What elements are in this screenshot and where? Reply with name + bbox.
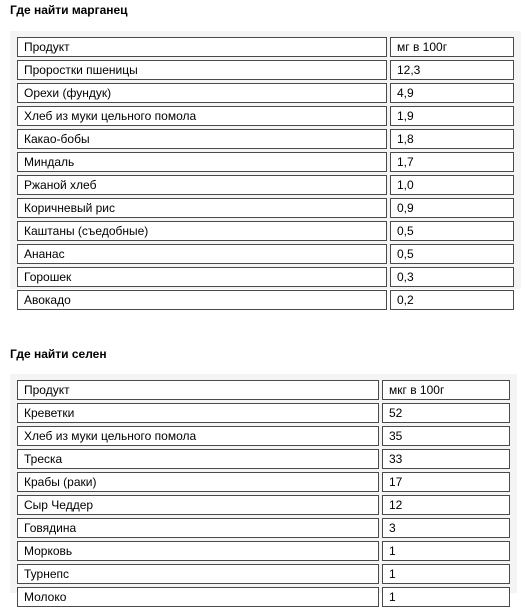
column-header-unit: мг в 100г bbox=[390, 37, 514, 57]
value-cell: 1 bbox=[382, 564, 510, 584]
value-cell: 12 bbox=[382, 495, 510, 515]
value-cell: 0,5 bbox=[390, 221, 514, 241]
value-cell: 1,9 bbox=[390, 106, 514, 126]
table-row bbox=[17, 541, 510, 561]
selenium-table bbox=[14, 377, 513, 610]
manganese-title: Где найти марганец bbox=[10, 3, 128, 17]
table-row bbox=[17, 267, 514, 287]
table-row bbox=[17, 564, 510, 584]
table-row bbox=[17, 175, 514, 195]
column-header-product: Продукт bbox=[17, 37, 387, 57]
value-cell: 0,5 bbox=[390, 244, 514, 264]
product-cell: Ананас bbox=[17, 244, 387, 264]
value-cell: 3 bbox=[382, 518, 510, 538]
product-cell: Хлеб из муки цельного помола bbox=[17, 426, 379, 446]
value-cell: 1,7 bbox=[390, 152, 514, 172]
product-cell: Турнепс bbox=[17, 564, 379, 584]
column-header-product: Продукт bbox=[17, 380, 379, 400]
table-row bbox=[17, 83, 514, 103]
column-header-unit: мкг в 100г bbox=[382, 380, 510, 400]
product-cell: Коричневый рис bbox=[17, 198, 387, 218]
table-row bbox=[17, 244, 514, 264]
product-cell: Какао-бобы bbox=[17, 129, 387, 149]
value-cell: 52 bbox=[382, 403, 510, 423]
product-cell: Креветки bbox=[17, 403, 379, 423]
table-row bbox=[17, 152, 514, 172]
table-row bbox=[17, 221, 514, 241]
value-cell: 1 bbox=[382, 541, 510, 561]
table-row bbox=[17, 518, 510, 538]
product-cell: Треска bbox=[17, 449, 379, 469]
table-row bbox=[17, 495, 510, 515]
value-cell: 0,2 bbox=[390, 290, 514, 310]
value-cell: 0,3 bbox=[390, 267, 514, 287]
table-row bbox=[17, 60, 514, 80]
table-row bbox=[17, 426, 510, 446]
product-cell: Авокадо bbox=[17, 290, 387, 310]
table-header-row bbox=[17, 37, 514, 57]
product-cell: Хлеб из муки цельного помола bbox=[17, 106, 387, 126]
product-cell: Сыр Чеддер bbox=[17, 495, 379, 515]
value-cell: 1,0 bbox=[390, 175, 514, 195]
table-row bbox=[17, 129, 514, 149]
table-row bbox=[17, 198, 514, 218]
value-cell: 1,8 bbox=[390, 129, 514, 149]
value-cell: 33 bbox=[382, 449, 510, 469]
product-cell: Каштаны (съедобные) bbox=[17, 221, 387, 241]
product-cell: Крабы (раки) bbox=[17, 472, 379, 492]
table-row bbox=[17, 403, 510, 423]
product-cell: Проростки пшеницы bbox=[17, 60, 387, 80]
table-row bbox=[17, 290, 514, 310]
product-cell: Миндаль bbox=[17, 152, 387, 172]
value-cell: 12,3 bbox=[390, 60, 514, 80]
table-row bbox=[17, 106, 514, 126]
selenium-title: Где найти селен bbox=[10, 347, 107, 361]
selenium-table-container bbox=[10, 374, 517, 604]
product-cell: Молоко bbox=[17, 587, 379, 607]
product-cell: Морковь bbox=[17, 541, 379, 561]
table-row bbox=[17, 587, 510, 607]
manganese-table bbox=[14, 34, 517, 313]
value-cell: 4,9 bbox=[390, 83, 514, 103]
product-cell: Говядина bbox=[17, 518, 379, 538]
product-cell: Орехи (фундук) bbox=[17, 83, 387, 103]
table-header-row bbox=[17, 380, 510, 400]
table-row bbox=[17, 449, 510, 469]
value-cell: 1 bbox=[382, 587, 510, 607]
manganese-table-container bbox=[10, 31, 521, 307]
product-cell: Горошек bbox=[17, 267, 387, 287]
table-row bbox=[17, 472, 510, 492]
product-cell: Ржаной хлеб bbox=[17, 175, 387, 195]
value-cell: 35 bbox=[382, 426, 510, 446]
value-cell: 17 bbox=[382, 472, 510, 492]
value-cell: 0,9 bbox=[390, 198, 514, 218]
